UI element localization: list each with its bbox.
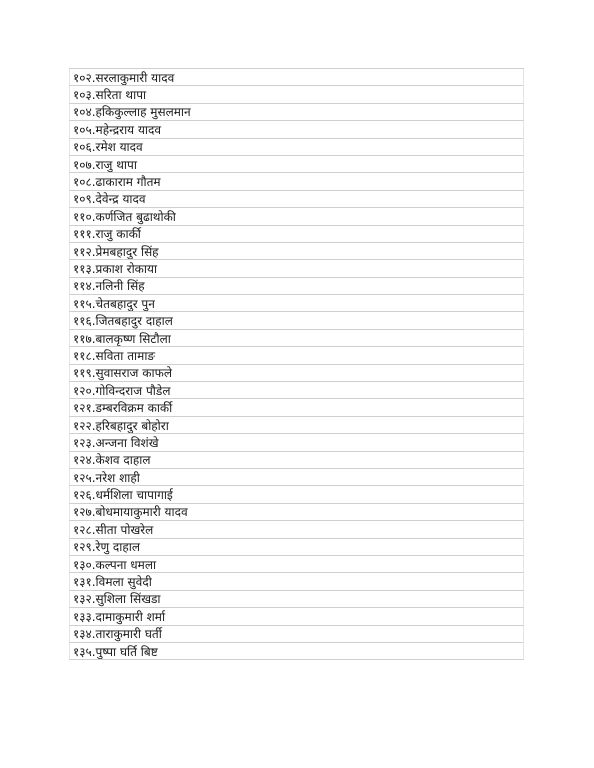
table-row: ११६.जितबहादुर दाहाल	[69, 312, 524, 329]
table-row: १०७.राजु थापा	[69, 156, 524, 173]
table-row: १२३.अन्जना विशंखे	[69, 434, 524, 451]
table-row: ११३.प्रकाश रोकाया	[69, 260, 524, 277]
table-row: ११९.सुवासराज काफले	[69, 365, 524, 382]
table-row: १०३.सरिता थापा	[69, 86, 524, 103]
table-row: १२७.बोधमायाकुमारी यादव	[69, 504, 524, 521]
table-row: १०६.रमेश यादव	[69, 139, 524, 156]
name-list-table	[69, 68, 524, 660]
table-row: १२९.रेणु दाहाल	[69, 539, 524, 556]
table-row: १२५.नरेश शाही	[69, 469, 524, 486]
table-row: १३४.ताराकुमारी घर्ती	[69, 626, 524, 643]
table-row: ११४.नलिनी सिंह	[69, 278, 524, 295]
table-row: १३३.दामाकुमारी शर्मा	[69, 608, 524, 625]
table-row: १२२.हरिबहादुर बोहोरा	[69, 417, 524, 434]
table-row: १२४.केशव दाहाल	[69, 452, 524, 469]
table-row: १२१.डम्बरविक्रम कार्की	[69, 399, 524, 416]
table-row: १२०.गोविन्दराज पौडेल	[69, 382, 524, 399]
table-row: १०५.महेन्द्रराय यादव	[69, 121, 524, 138]
table-row: ११८.सविता तामाङ	[69, 347, 524, 364]
table-row: १०४.हकिकुल्लाह मुसलमान	[69, 104, 524, 121]
table-row: ११०.कर्णजित बुढाथोकी	[69, 208, 524, 225]
table-row: १२६.धर्मशिला चापागाई	[69, 486, 524, 503]
table-row: १०९.देवेन्द्र यादव	[69, 191, 524, 208]
table-row: १३५.पुष्पा घर्ति बिष्ट	[69, 643, 524, 660]
table-row: १०२.सरलाकुमारी यादव	[69, 69, 524, 86]
table-row: १२८.सीता पोखरेल	[69, 521, 524, 538]
table-row: ११७.बालकृष्ण सिटौला	[69, 330, 524, 347]
table-row: ११२.प्रेमबहादुर सिंह	[69, 243, 524, 260]
table-row: १११.राजु कार्की	[69, 226, 524, 243]
table-row: १३२.सुशिला सिंखडा	[69, 591, 524, 608]
table-row: १०८.ढाकाराम गौतम	[69, 173, 524, 190]
table-row: १३१.विमला सुवेदी	[69, 573, 524, 590]
table-row: १३०.कल्पना धमला	[69, 556, 524, 573]
table-row: ११५.चेतबहादुर पुन	[69, 295, 524, 312]
